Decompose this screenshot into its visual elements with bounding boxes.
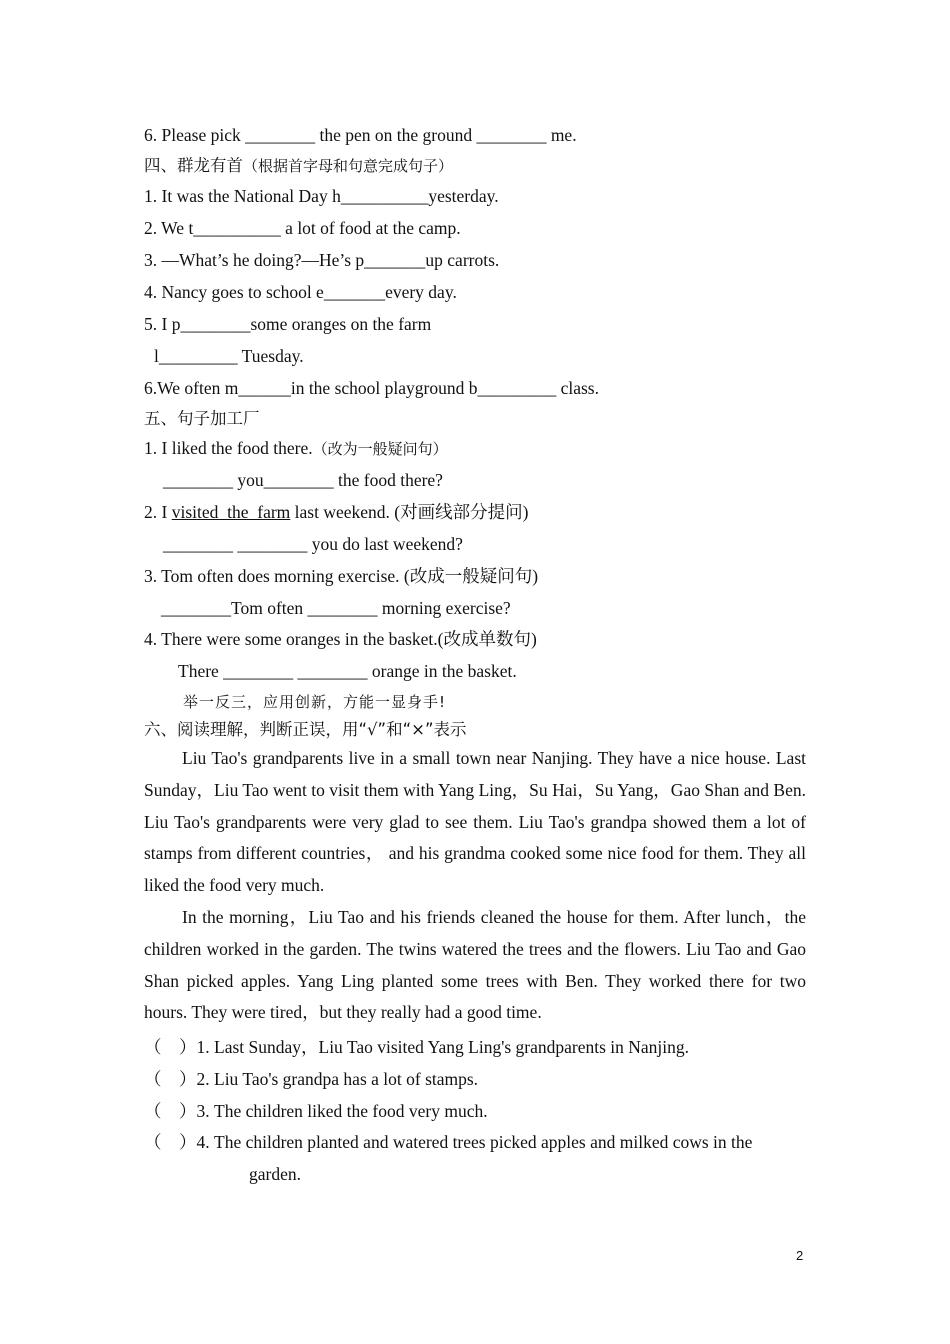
s5-question-3: 3. Tom often does morning exercise. (改成一般疑问句) xyxy=(144,566,539,586)
s5-question-1-instruction: （改为一般疑问句） xyxy=(312,440,448,458)
motto: 举一反三，应用创新，方能一显身手! xyxy=(183,693,447,711)
s5-answer-2: ________ ________ you do last weekend? xyxy=(163,534,463,554)
s4-question-2: 2. We t__________ a lot of food at the camp. xyxy=(144,218,461,238)
s5-question-2-underlined: visited the farm xyxy=(171,502,291,522)
page-number: 2 xyxy=(796,1248,804,1263)
reading-paragraph-1: Liu Tao's grandparents live in a small town near Nanjing. They have a nice house. Last Sunday，Liu Tao went to visit them with Yang Ling，Su Hai，Su Yang，Gao Shan and Ben. Liu Tao's grandparents were very glad to see them. Liu Tao's grandpa showed them a lot of stamps from different countries， and his grandma cooked some nice food for them. They all liked the food very much. xyxy=(144,748,806,896)
s4-question-3: 3. —What’s he doing?—He’s p_______up carrots. xyxy=(144,250,500,270)
s5-question-4: 4. There were some oranges in the basket.(改成单数句) xyxy=(144,629,537,649)
judge-question-2: （ ）2. Liu Tao's grandpa has a lot of stamps. xyxy=(144,1069,479,1089)
section-4-instruction: （根据首字母和句意完成句子） xyxy=(243,157,454,175)
s4-question-4: 4. Nancy goes to school e_______every day. xyxy=(144,282,457,302)
s5-answer-4: There ________ ________ orange in the basket. xyxy=(178,661,517,681)
s4-question-5: 5. I p________some oranges on the farm xyxy=(144,314,432,334)
s4-question-1: 1. It was the National Day h__________yesterday. xyxy=(144,186,499,206)
judge-question-4-cont: garden. xyxy=(249,1164,301,1184)
s5-question-2-end: last weekend. (对画线部分提问) xyxy=(290,502,529,522)
section-4-title: 四、群龙有首 xyxy=(144,156,243,175)
judge-question-3: （ ）3. The children liked the food very much. xyxy=(144,1101,488,1121)
s5-answer-3: ________Tom often ________ morning exercise? xyxy=(161,598,511,618)
section-6-title: 六、阅读理解，判断正误，用“√”和“×”表示 xyxy=(144,720,467,739)
judge-question-4: （ ）4. The children planted and watered trees picked apples and milked cows in the xyxy=(144,1132,753,1152)
judge-question-1: （ ）1. Last Sunday，Liu Tao visited Yang Ling's grandparents in Nanjing. xyxy=(144,1037,690,1057)
s4-question-6: 6.We often m______in the school playground b_________ class. xyxy=(144,378,599,398)
section-4-heading xyxy=(144,154,453,177)
s4-question-5-cont: l_________ Tuesday. xyxy=(154,346,304,366)
reading-paragraph-2: In the morning，Liu Tao and his friends cleaned the house for them. After lunch，the children worked in the garden. The twins watered the trees and the flowers. Liu Tao and Gao Shan picked apples. Yang Ling planted some trees with Ben. They worked there for two hours. They were tired，but they really had a good time. xyxy=(144,907,806,1023)
s5-answer-1: ________ you________ the food there? xyxy=(163,470,443,490)
s5-question-2 xyxy=(144,501,528,523)
section-5-title: 五、句子加工厂 xyxy=(144,409,260,428)
s3-question-6: 6. Please pick ________ the pen on the ground ________ me. xyxy=(144,125,577,145)
s5-question-1-text: 1. I liked the food there. xyxy=(144,438,313,458)
s5-question-1 xyxy=(144,437,448,460)
s5-question-2-start: 2. I xyxy=(144,502,172,522)
